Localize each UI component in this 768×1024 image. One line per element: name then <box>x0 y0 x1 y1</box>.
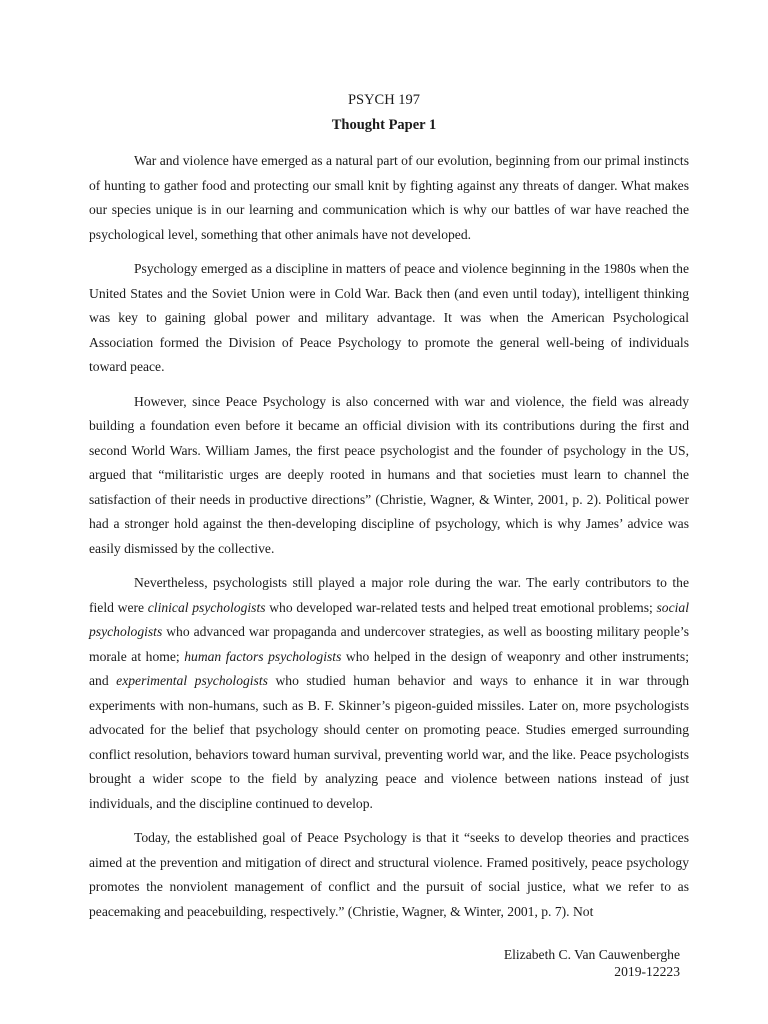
student-number: 2019-12223 <box>614 964 680 979</box>
paragraph-4-text-2: who developed war-related tests and helped treat emotional problems; <box>265 599 657 615</box>
paper-title: Thought Paper 1 <box>331 117 437 133</box>
paragraph-4-text-3: who advanced war propaganda and undercover strategies, as well as boosting military people’s morale at home; <box>89 624 689 664</box>
paragraph-4 <box>89 571 689 816</box>
paragraph-1: War and violence have emerged as a natural part of our evolution, beginning from our primal instincts of hunting to gather food and protecting our small knit by fighting against any threats of danger. What makes our species unique is in our learning and communication which is why our battles of war have reached the psychological level, something that other animals have not developed. <box>89 153 689 242</box>
term-experimental-psychologists: experimental psychologists <box>116 673 268 688</box>
paragraph-5: Today, the established goal of Peace Psychology is that it “seeks to develop theories and practices aimed at the prevention and mitigation of direct and structural violence. Framed positively, peace psychology promotes the nonviolent management of conflict and the pursuit of social justice, what we refer to as peacemaking and peacebuilding, respectively.” (Christie, Wagner, & Winter, 2001, p. 7). Not <box>89 830 689 919</box>
paragraph-4-text-1: Nevertheless, psychologists still played a major role during the war. The early contributors to the field were <box>89 575 689 615</box>
author-block <box>504 946 680 980</box>
paragraph-4-text-4: who helped in the design of weaponry and other instruments; and <box>89 648 689 688</box>
paragraph-4-text-5: who studied human behavior and ways to enhance it in war through experiments with non-humans, such as B. F. Skinner’s pigeon-guided missiles. Later on, more psychologists advocated for the belief that psychology should center on promoting peace. Studies emerged surrounding conflict resolution, behaviors toward human survival, preventing world war, and the like. Peace psychologists brought a wider scope to the field by analyzing peace and violence between nations instead of just individuals, and the discipline continued to develop. <box>89 673 689 811</box>
term-social-psychologists: social psychologists <box>89 599 689 639</box>
paragraph-3: However, since Peace Psychology is also concerned with war and violence, the field was already building a foundation even before it became an official division with its contributions during the first and second World Wars. William James, the first peace psychologist and the founder of psychology in the US, argued that “militaristic urges are deeply rooted in humans and that societies must learn to channel the satisfaction of their needs in productive directions” (Christie, Wagner, & Winter, 2001, p. 2). Political power had a stronger hold against the then-developing discipline of psychology, which is why James’ advice was easily dismissed by the collective. <box>89 393 689 556</box>
term-human-factors-psychologists: human factors psychologists <box>184 648 342 664</box>
author-name: Elizabeth C. Van Cauwenberghe <box>503 947 680 962</box>
essay-body <box>89 149 689 934</box>
course-code: PSYCH 197 <box>347 92 421 108</box>
term-clinical-psychologists: clinical psychologists <box>147 599 266 615</box>
paragraph-2: Psychology emerged as a discipline in matters of peace and violence beginning in the 1980s when the United States and the Soviet Union were in Cold War. Back then (and even until today), intelligent thinking was key to gaining global power and military advantage. It was when the American Psychological Association formed the Division of Peace Psychology to promote the general well-being of individuals toward peace. <box>89 261 689 374</box>
